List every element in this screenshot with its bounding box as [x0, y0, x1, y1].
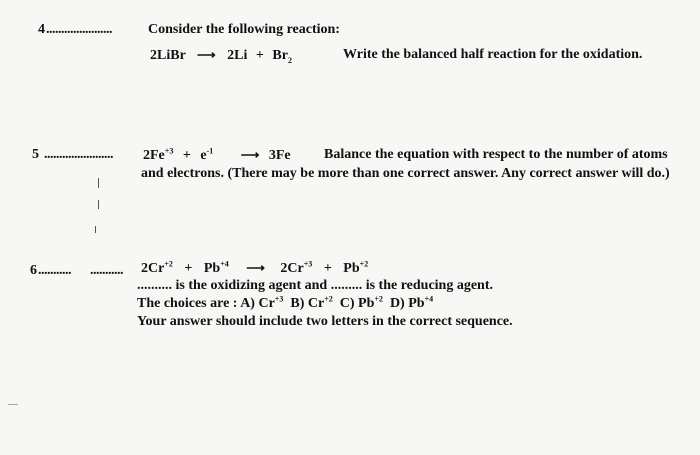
stray-mark-4 [8, 404, 18, 405]
q6-equation [141, 260, 368, 277]
q6-reducing-text: is the reducing agent. [365, 278, 494, 293]
q5-plus: + [182, 148, 191, 163]
q6-arrow: ⟶ [246, 260, 265, 275]
q4-number: 4 [38, 22, 45, 37]
q6-plus-1: + [184, 261, 193, 276]
q6-choice-b: B) $Cr^{+2}$ [290, 294, 333, 311]
q6-choice-a: A) $Cr^{+3}$ [240, 294, 284, 311]
q5-equation [143, 147, 291, 164]
q6-number: 6 [30, 263, 37, 278]
q5-term1: $2Fe^{+3}$ [143, 146, 174, 163]
q4-instruction: Write the balanced half reaction for the oxidation. [343, 47, 643, 62]
q6-reducing-blank[interactable]: ......... [330, 278, 363, 293]
q5-arrow: ⟶ [240, 147, 260, 162]
q6-answer-blank-2[interactable]: ........... [90, 263, 123, 278]
q6-choices-label: The choices are : [137, 296, 238, 311]
q5-instruction-line1: Balance the equation with respect to the number of atoms [324, 147, 668, 162]
q6-reactant1: $2Cr^{+2}$ [141, 259, 173, 276]
stray-mark-2 [98, 200, 99, 209]
q6-choices [137, 296, 433, 312]
q6-choice-d: D) $Pb^{+4}$ [389, 294, 434, 311]
q5-term2: $e^{-1}$ [200, 146, 214, 163]
q6-product1: $2Cr^{+3}$ [280, 259, 313, 276]
q4-product2: $Br_2$ [272, 48, 292, 65]
q4-reactant: 2LiBr [150, 48, 186, 63]
q4-prompt: Consider the following reaction: [148, 22, 340, 37]
q6-plus-2: + [323, 261, 332, 276]
q6-choice-c: C) $Pb^{+2}$ [339, 294, 383, 311]
q6-oxidizing-blank[interactable]: .......... [137, 278, 172, 293]
q5-number: 5 [32, 147, 39, 162]
stray-mark-1 [98, 178, 99, 188]
q5-instruction-line2: and electrons. (There may be more than one correct answer. Any correct answer will do.) [141, 166, 670, 181]
q6-answer-blank-1[interactable]: ........... [38, 263, 71, 278]
q4-equation [150, 47, 292, 64]
q5-answer-blank[interactable]: ....................... [44, 147, 113, 162]
q6-oxidizing-text: is the oxidizing agent and [175, 278, 328, 293]
q6-instruction: Your answer should include two letters in the correct sequence. [137, 314, 513, 329]
q4-product1: 2Li [227, 48, 248, 63]
q6-reactant2: $Pb^{+4}$ [203, 259, 229, 276]
q4-answer-blank[interactable]: ...................... [46, 22, 112, 37]
q4-arrow: ⟶ [197, 47, 216, 62]
q5-product: 3Fe [268, 148, 291, 163]
q6-agent-line [137, 278, 493, 294]
q4-plus: + [255, 48, 264, 63]
q6-product2: $Pb^{+2}$ [343, 259, 369, 276]
stray-mark-3 [95, 226, 96, 233]
